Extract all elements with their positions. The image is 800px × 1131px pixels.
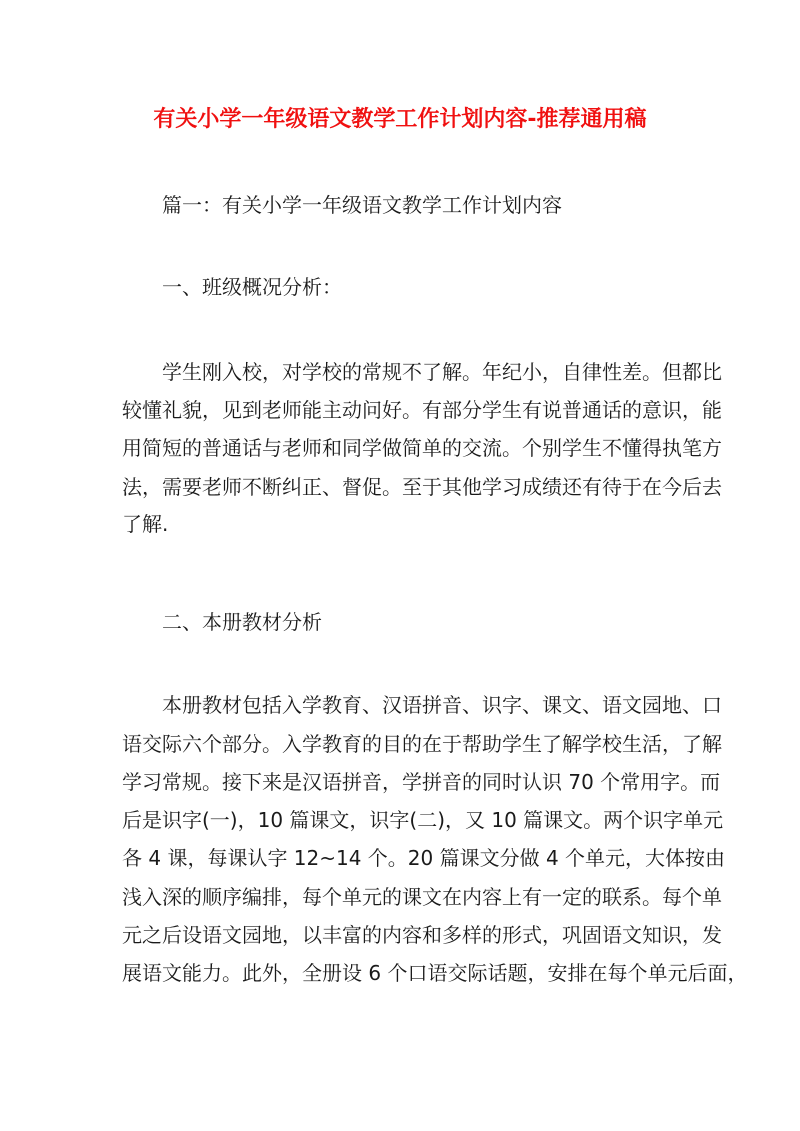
section-heading: 篇一：有关小学一年级语文教学工作计划内容: [162, 193, 562, 217]
part2-line: 展语文能力。此外，全册设 6 个口语交际话题，安排在每个单元后面，: [122, 961, 748, 985]
document-title: 有关小学一年级语文教学工作计划内容-推荐通用稿: [153, 107, 647, 132]
part2-line: 元之后设语文园地，以丰富的内容和多样的形式，巩固语文知识，发: [122, 923, 722, 947]
part2-line: 本册教材包括入学教育、汉语拼音、识字、课文、语文园地、口: [162, 693, 722, 717]
part1-line: 了解.: [122, 512, 169, 536]
part1-line: 用简短的普通话与老师和同学做简单的交流。个别学生不懂得执笔方: [122, 436, 722, 460]
part1-line: 法，需要老师不断纠正、督促。至于其他学习成绩还有待于在今后去: [122, 475, 722, 499]
part1-line: 学生刚入校，对学校的常规不了解。年纪小，自律性差。但都比: [162, 360, 722, 384]
part2-line: 学习常规。接下来是汉语拼音，学拼音的同时认识 70 个常用字。而: [122, 770, 721, 794]
part2-line: 各 4 课，每课认字 12~14 个。20 篇课文分做 4 个单元，大体按由: [122, 846, 726, 870]
part1-line: 较懂礼貌，见到老师能主动问好。有部分学生有说普通话的意识，能: [122, 398, 722, 422]
part2-line: 后是识字(一)，10 篇课文，识字(二)，又 10 篇课文。两个识字单元: [122, 808, 724, 832]
part2-line: 浅入深的顺序编排，每个单元的课文在内容上有一定的联系。每个单: [122, 885, 722, 909]
part1-heading: 一、班级概况分析：: [162, 275, 342, 299]
part2-heading: 二、本册教材分析: [162, 610, 322, 634]
part2-line: 语交际六个部分。入学教育的目的在于帮助学生了解学校生活，了解: [122, 732, 722, 756]
